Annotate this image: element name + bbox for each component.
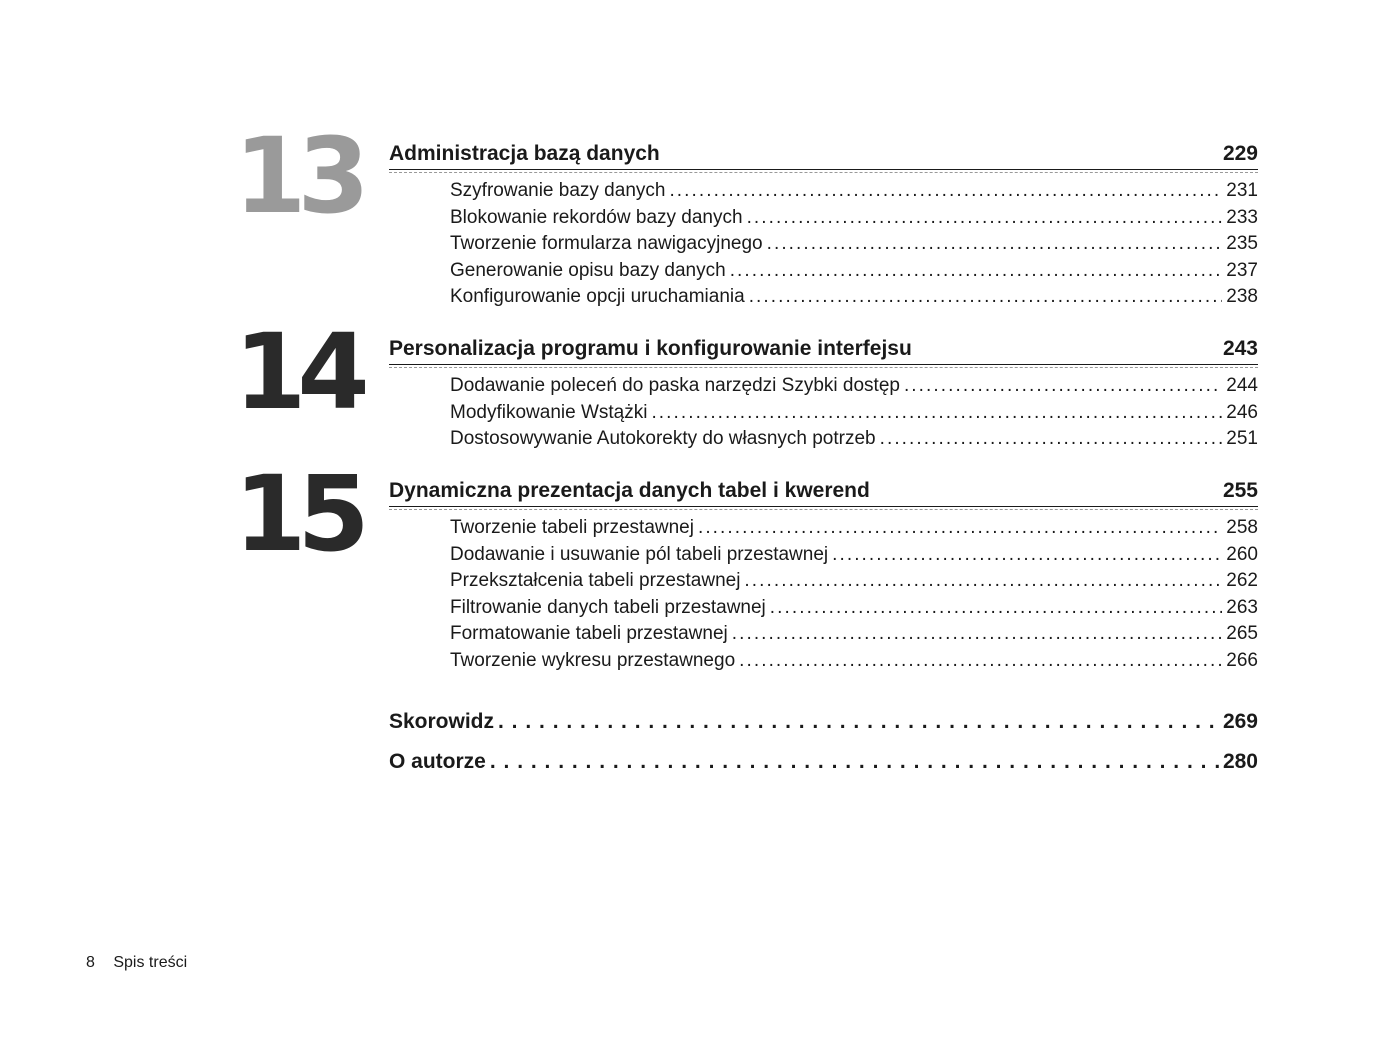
dot-leader [730,260,1223,282]
chapter-heading[interactable] [389,477,1258,507]
entry-title: Dostosowywanie Autokorekty do własnych potrzeb [450,428,876,449]
entry-title: Tworzenie wykresu przestawnego [450,649,736,671]
toc-entry[interactable] [450,207,1258,234]
extra-title: O autorze [389,750,486,773]
chapter-page: 229 [1222,142,1258,165]
toc-entry[interactable] [450,286,1258,313]
dot-leader [749,286,1223,308]
entry-title: Blokowanie rekordów bazy danych [450,206,743,228]
toc-entry[interactable] [450,233,1258,260]
toc-entry[interactable] [450,597,1258,624]
toc-entry[interactable] [450,260,1258,287]
entry-page: 231 [1226,180,1258,201]
chapter-number: 15 [234,453,361,575]
chapter-title: Personalizacja programu i konfigurowanie interfejsu [389,337,912,360]
toc-extra-index[interactable] [389,710,1258,734]
chapter-entries [450,180,1258,313]
entry-page: 265 [1226,623,1258,644]
chapter-page: 255 [1222,479,1258,502]
entry-page: 258 [1226,517,1258,538]
entry-page: 246 [1226,401,1258,423]
entry-page: 233 [1226,206,1258,228]
entry-title: Tworzenie formularza nawigacyjnego [450,233,763,254]
entry-page: 244 [1226,375,1258,396]
entry-page: 262 [1226,570,1258,591]
dot-leader [739,650,1222,672]
entry-title: Konfigurowanie opcji uruchamiania [450,286,745,307]
footer-section: Spis treści [113,954,188,971]
toc-entry[interactable] [450,517,1258,544]
chapter-entries [450,375,1258,455]
extra-title: Skorowidz [389,710,495,733]
dot-leader [747,207,1223,229]
toc-entry[interactable] [450,402,1258,429]
dot-leader [490,750,1219,774]
extra-page: 280 [1222,750,1258,773]
entry-title: Dodawanie poleceń do paska narzędzi Szybki dostęp [450,375,900,396]
dot-leader [498,710,1219,734]
page-footer [86,954,187,972]
dot-leader [732,623,1223,645]
chapter-number: 14 [234,311,361,433]
chapter-entries [450,517,1258,676]
toc-entry[interactable] [450,428,1258,455]
entry-title: Formatowanie tabeli przestawnej [450,623,728,644]
entry-page: 260 [1226,543,1258,565]
toc-extra-author[interactable] [389,750,1258,774]
chapter-number: 13 [234,115,361,237]
toc-entry[interactable] [450,650,1258,677]
entry-page: 238 [1226,286,1258,307]
entry-title: Filtrowanie danych tabeli przestawnej [450,596,766,618]
chapter-heading[interactable] [389,335,1258,365]
entry-title: Szyfrowanie bazy danych [450,180,666,201]
dot-leader [698,517,1222,539]
entry-page: 263 [1226,596,1258,618]
entry-page: 266 [1226,649,1258,671]
dot-leader [770,597,1223,619]
chapter-heading[interactable] [389,140,1258,170]
entry-page: 235 [1226,233,1258,254]
dot-leader [767,233,1223,255]
dot-leader [744,570,1222,592]
chapter-title: Dynamiczna prezentacja danych tabel i kwerend [389,479,870,502]
toc-entry[interactable] [450,570,1258,597]
dot-leader [832,544,1222,566]
entry-title: Tworzenie tabeli przestawnej [450,517,694,538]
toc-entry[interactable] [450,623,1258,650]
toc-entry[interactable] [450,375,1258,402]
footer-page-number: 8 [86,954,95,971]
toc-entry[interactable] [450,180,1258,207]
entry-title: Generowanie opisu bazy danych [450,259,726,281]
entry-title: Modyfikowanie Wstążki [450,401,648,423]
chapter-page: 243 [1222,337,1258,360]
entry-title: Przekształcenia tabeli przestawnej [450,570,741,591]
entry-title: Dodawanie i usuwanie pól tabeli przestawnej [450,543,829,565]
chapter-title: Administracja bazą danych [389,142,660,165]
extra-page: 269 [1222,710,1258,733]
dot-leader [669,180,1222,202]
entry-page: 237 [1226,259,1258,281]
dot-leader [651,402,1222,424]
entry-page: 251 [1226,428,1258,449]
toc-entry[interactable] [450,544,1258,571]
dot-leader [904,375,1222,397]
dot-leader [880,428,1223,450]
